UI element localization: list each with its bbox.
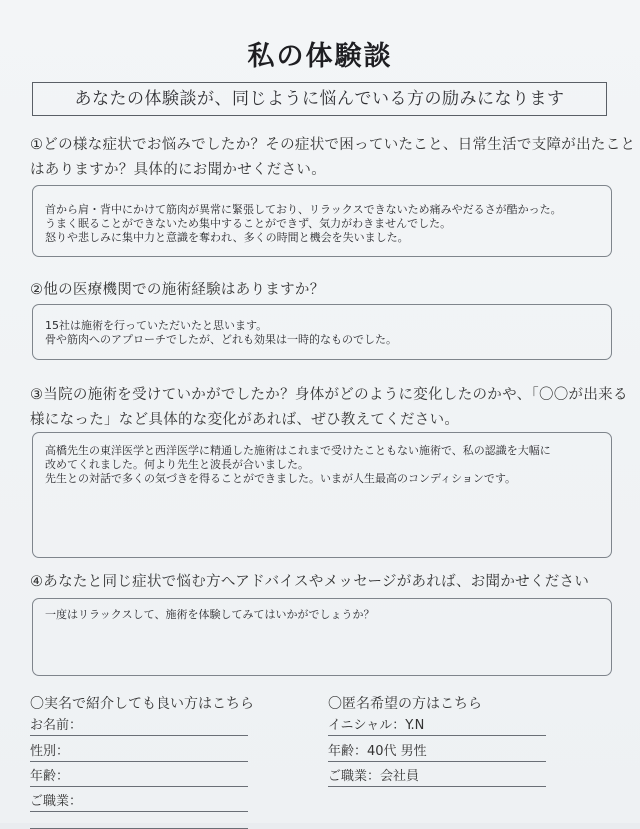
answer-1-line: うまく眠ることができないため集中することができず、気力がわきませんでした。 bbox=[45, 217, 452, 230]
answer-3-line: 先生との対話で多くの気づきを得ることができました。いまが人生最高のコンディションです。 bbox=[45, 472, 517, 485]
gender-field: 性別： bbox=[30, 742, 248, 762]
answer-2-box bbox=[32, 304, 612, 360]
initial-field: イニシャル：Y.N bbox=[328, 716, 546, 736]
question-1-line-2: はありますか？具体的にお聞かせください。 bbox=[30, 162, 326, 178]
page-title: 私の体験談 bbox=[247, 41, 393, 72]
occupation-field: ご職業： bbox=[30, 792, 248, 812]
encouragement-banner: あなたの体験談が、同じように悩んでいる方の励みになります bbox=[32, 82, 607, 116]
answer-3-line: 高橋先生の東洋医学と西洋医学に精通した施術はこれまで受けたこともない施術で、私の認識を大幅に bbox=[45, 444, 551, 457]
answer-2-line: 15社は施術を行っていただいたと思います。 bbox=[45, 319, 268, 332]
answer-3-line: 改めてくれました。何より先生と波長が合いました。 bbox=[45, 458, 309, 471]
answer-2-line: 骨や筋肉へのアプローチでしたが、どれも効果は一時的なものでした。 bbox=[45, 333, 397, 346]
answer-4-box bbox=[32, 598, 612, 676]
anonymous-section-heading: 〇匿名希望の方はこちら bbox=[328, 696, 482, 712]
real-name-section-heading: 〇実名で紹介しても良い方はこちら bbox=[30, 696, 254, 712]
answer-1-line: 首から肩・背中にかけて筋肉が異常に緊張しており、リラックスできないため痛みやだるさが酷かった。 bbox=[45, 203, 562, 216]
question-3-line-1: ③当院の施術を受けていかがでしたか？身体がどのように変化したのかや、「〇〇が出来る bbox=[30, 387, 628, 403]
question-1-line-1: ①どの様な症状でお悩みでしたか？その症状で困っていたこと、日常生活で支障が出たこと bbox=[30, 137, 636, 153]
question-4: ④あなたと同じ症状で悩む方へアドバイスやメッセージがあれば、お聞かせください bbox=[30, 574, 590, 590]
answer-3-box bbox=[32, 432, 612, 558]
cutoff-field-line bbox=[30, 818, 248, 829]
anon-age-field: 年齢：40代 男性 bbox=[328, 742, 546, 762]
question-2: ②他の医療機関での施術経験はありますか？ bbox=[30, 282, 325, 298]
age-field: 年齢： bbox=[30, 767, 248, 787]
name-field: お名前： bbox=[30, 716, 248, 736]
answer-1-line: 怒りや悲しみに集中力と意識を奪われ、多くの時間と機会を失いました。 bbox=[45, 231, 409, 244]
answer-1-box bbox=[32, 185, 612, 257]
answer-4-line: 一度はリラックスして、施術を体験してみてはいかがでしょうか？ bbox=[45, 608, 375, 621]
question-3-line-2: 様になった」など具体的な変化があれば、ぜひ教えてください。 bbox=[30, 412, 460, 428]
anon-occupation-field: ご職業：会社員 bbox=[328, 767, 546, 787]
